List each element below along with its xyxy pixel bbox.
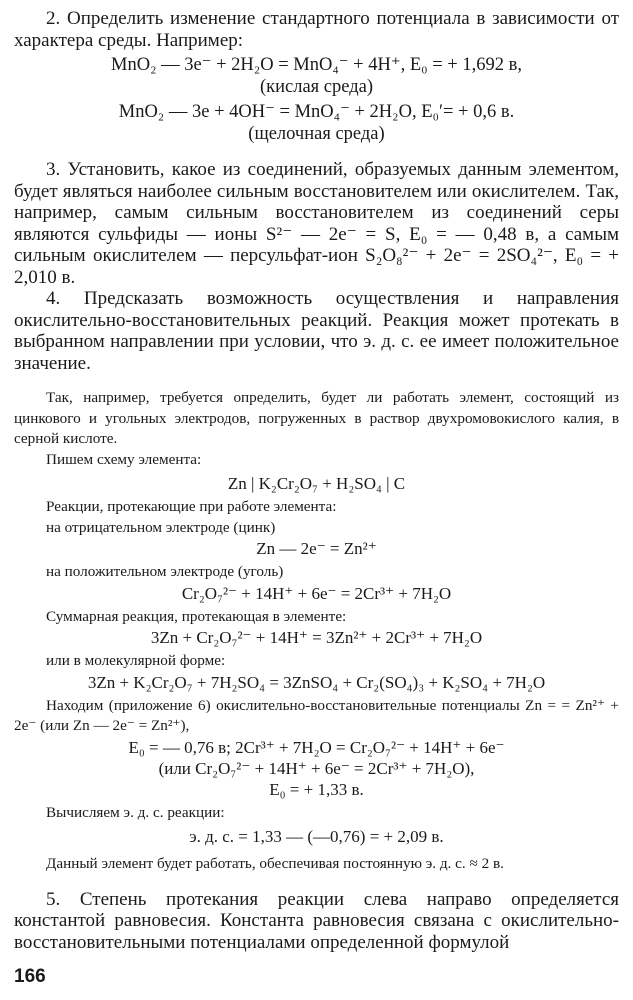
negative-electrode-equation: Zn — 2e⁻ = Zn²⁺	[256, 539, 377, 558]
molecular-form-label: или в молекулярной форме:	[46, 652, 226, 669]
conclusion-text: Данный элемент будет работать, обеспечивая постоянную э. д. с. ≈ 2 в.	[46, 855, 504, 872]
page-content	[14, 8, 619, 953]
total-reaction-equation: 3Zn + Cr₂O₇²⁻ + 14H⁺ = 3Zn²⁺ + 2Cr³⁺ + 7H₂O	[150, 628, 483, 647]
cell-scheme: Zn | K₂Cr₂O₇ + H₂SO₄ | C	[227, 474, 406, 493]
potential-line-1: E₀ = — 0,76 в; 2Cr³⁺ + 7H₂O = Cr₂O₇²⁻ + 14H⁺ + 6e⁻	[128, 737, 505, 757]
equation-acid: MnO₂ — 3e⁻ + 2H₂O = MnO₄⁻ + 4H⁺, E₀ = + 1,692 в,	[111, 55, 522, 75]
molecular-equation: 3Zn + K₂Cr₂O₇ + 7H₂SO₄ = 3ZnSO₄ + Cr₂(SO₄)₃ + K₂SO₄ + 7H₂O	[87, 672, 546, 692]
alkaline-medium-label: (щелочная среда)	[248, 124, 385, 144]
positive-electrode-label: на положительном электроде (уголь)	[46, 563, 284, 580]
potential-line-2: (или Cr₂O₇²⁻ + 14H⁺ + 6e⁻ = 2Cr³⁺ + 7H₂O),	[158, 758, 475, 778]
example-intro: Так, например, требуется определить, будет ли работать элемент, состоящий из цинкового и угольных электродов, погруженных в раствор двухромовокислого калия, в серной кислоте.	[14, 389, 619, 447]
emf-label: Вычисляем э. д. с. реакции:	[46, 803, 225, 821]
emf-equation: э. д. с. = 1,33 — (—0,76) = + 2,09 в.	[189, 827, 444, 846]
reactions-label: Реакции, протекающие при работе элемента:	[46, 498, 337, 515]
potentials-text: Находим (приложение 6) окислительно-восстановительные потенциалы Zn = = Zn²⁺ + 2e⁻ (или Zn — 2e⁻ = Zn²⁺),	[14, 696, 619, 734]
positive-electrode-equation: Cr₂O₇²⁻ + 14H⁺ + 6e⁻ = 2Cr³⁺ + 7H₂O	[181, 583, 452, 603]
negative-electrode-label: на отрицательном электроде (цинк)	[46, 518, 276, 536]
item-3-text: 3. Установить, какое из соединений, образуемых данным элементом, будет являться наиболее сильным восстановителем или окислителем. Так, например, самым сильным восстановителем из соединений серы являются сульфиды — ионы S²⁻ — 2e⁻ = S, E₀ = — 0,48 в, а самым сильным окислителем — персульфат-ион S₂O₈²⁻ + 2e⁻ = 2SO₄²⁻, E₀ = + 2,010 в.	[14, 159, 619, 288]
item-5-text: 5. Степень протекания реакции слева направо определяется константой равновесия. Константа равновесия связана с окислительно-восстановительными потенциалами определенной формулой	[14, 888, 619, 953]
item-4-text: 4. Предсказать возможность осуществления и направления окислительно-восстановительных реакций. Реакция может протекать в выбранном направлении при условии, что э. д. с. ее имеет положительное значение.	[14, 288, 619, 374]
acid-medium-label: (кислая среда)	[259, 77, 374, 97]
total-reaction-label: Суммарная реакция, протекающая в элементе:	[46, 607, 347, 625]
page-number: 166	[14, 966, 46, 987]
potential-line-3: E₀ = + 1,33 в.	[269, 779, 364, 799]
scheme-label: Пишем схему элемента:	[46, 450, 202, 468]
item-2-text: 2. Определить изменение стандартного потенциала в зависимости от характера среды. Например:	[14, 8, 619, 51]
equation-alkaline: MnO₂ — 3e + 4OH⁻ = MnO₄⁻ + 2H₂O, E₀′= + 0,6 в.	[118, 102, 515, 122]
